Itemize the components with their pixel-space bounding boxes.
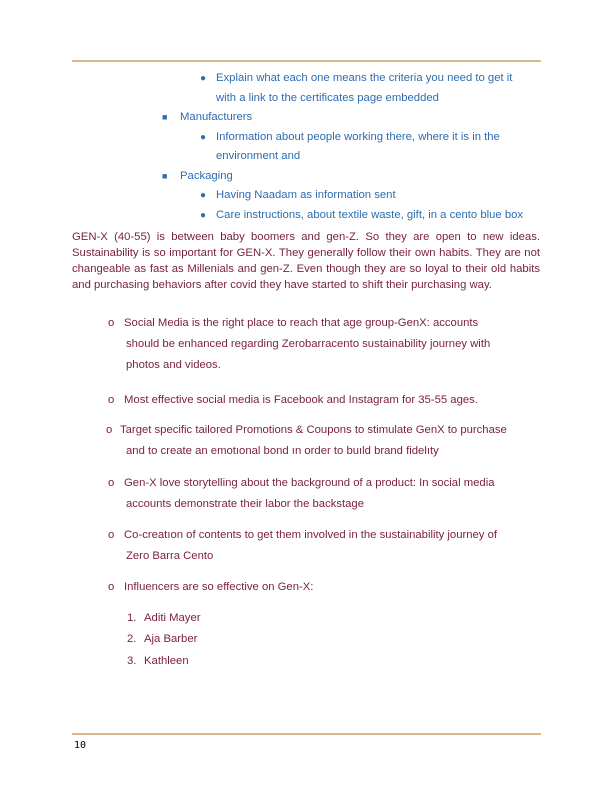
list-item	[108, 313, 538, 376]
influencer-number: 2.	[127, 633, 137, 645]
circle-bullet-icon: o	[106, 424, 113, 436]
manufacturers-bullet-line1: Information about people working there, where it is in the	[216, 131, 500, 143]
influencer-number: 1.	[127, 612, 137, 624]
list-item-text: should be enhanced regarding Zerobarracento sustainability journey with	[126, 338, 491, 350]
list-item-text: Co-creatıon of contents to get them involved in the sustainability journey of	[124, 529, 498, 541]
cert-bullet-line2: with a link to the certificates page embedded	[216, 92, 439, 104]
bullet-dot-icon: ●	[200, 190, 207, 201]
list-item-text: and to create an emotıonal bond ın order to buıld brand ﬁdelıty	[126, 445, 439, 457]
list-item-text: Social Media is the right place to reach that age group-GenX: accounts	[124, 317, 479, 329]
list-item-text: Gen-X love storytelling about the background of a product: In social media	[124, 477, 495, 489]
list-item-text: accounts demonstrate their labor the backstage	[126, 498, 365, 510]
page-number: 10	[74, 740, 87, 751]
bullet-dot-icon: ●	[200, 132, 207, 143]
packaging-bullet-2: Care instructions, about textile waste, gift, in a cento blue box	[216, 209, 524, 221]
list-item-text: Most effective social media is Facebook and Instagram for 35-55 ages.	[124, 394, 478, 406]
header-rule	[72, 60, 541, 62]
packaging-label: Packaging	[180, 170, 233, 182]
list-item-text: Influencers are so effective on Gen-X:	[124, 581, 314, 593]
influencer-name: Aditi Mayer	[144, 612, 201, 624]
influencer-name: Aja Barber	[144, 633, 198, 645]
square-bullet-icon: ■	[162, 171, 168, 181]
influencer-name: Kathleen	[144, 655, 189, 667]
list-item	[108, 473, 538, 515]
square-bullet-icon: ■	[162, 112, 168, 122]
influencer-number: 3.	[127, 655, 137, 667]
list-item-text: Zero Barra Cento	[126, 550, 214, 562]
list-item	[108, 577, 538, 598]
list-item	[108, 525, 538, 567]
bullet-dot-icon: ●	[200, 73, 207, 84]
bullet-dot-icon: ●	[200, 210, 207, 221]
footer-rule	[72, 733, 541, 735]
list-item-text: Target speciﬁc tailored Promotions & Coupons to stimulate GenX to purchase	[120, 424, 507, 436]
circle-bullet-icon: o	[108, 529, 115, 541]
genx-paragraph: GEN-X (40-55) is between baby boomers and gen-Z. So they are open to new ideas. Sustainability is so important for GEN-X. They generally follow their own habits. They are not changeable as fast as Millenials and gen-Z. Even though they are so loyal to their old habits and purchasing behaviors after covid they have started to shift their purchasing way.	[72, 231, 540, 291]
manufacturers-bullet-line2: environment and	[216, 150, 301, 162]
influencer-item	[127, 633, 197, 645]
circle-bullet-icon: o	[108, 394, 115, 406]
circle-bullet-icon: o	[108, 317, 115, 329]
manufacturers-label: Manufacturers	[180, 111, 253, 123]
influencer-item	[127, 612, 201, 624]
circle-bullet-icon: o	[108, 477, 115, 489]
influencer-item	[127, 655, 189, 667]
list-item	[106, 420, 536, 462]
circle-bullet-icon: o	[108, 581, 115, 593]
cert-bullet-line1: Explain what each one means the criteria you need to get it	[216, 72, 513, 84]
packaging-bullet-1: Having Naadam as information sent	[216, 189, 396, 201]
list-item-text: photos and videos.	[126, 359, 221, 371]
list-item	[108, 390, 538, 411]
